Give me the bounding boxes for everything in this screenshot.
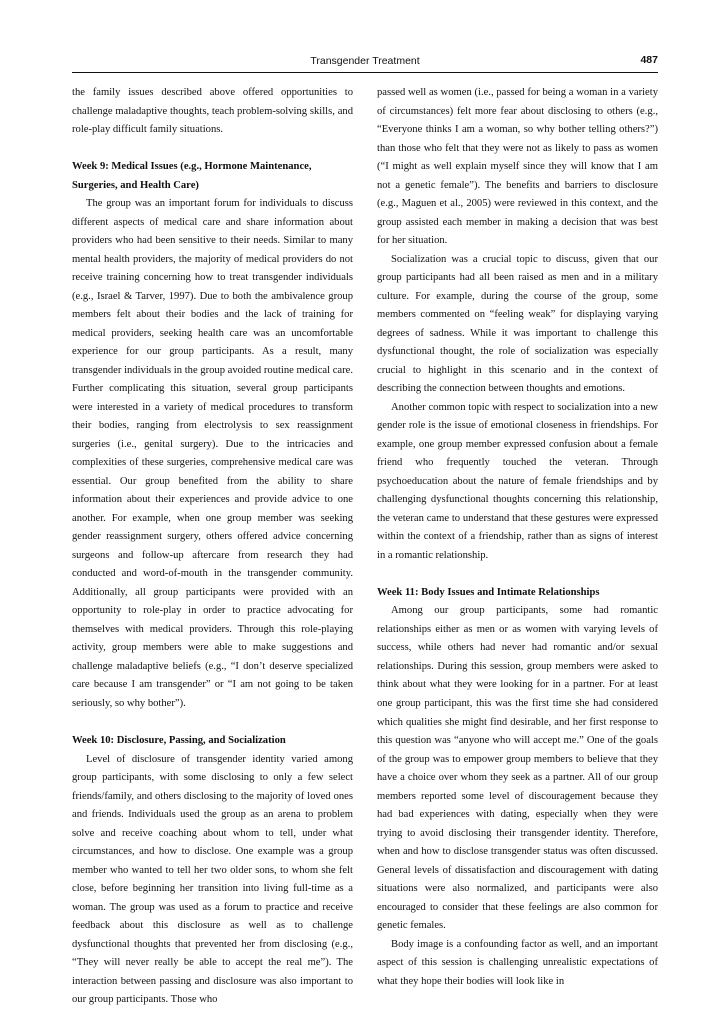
left-column [72, 84, 353, 1010]
week10-paragraph: Level of disclosure of transgender identity varied among group participants, with some disclosing to only a few select friends/family, and others disclosing to the majority of loved ones and friends. Individuals used the group as an arena to problem solve and receive coaching about whom to tell, under what circumstances, and how to disclose. One example was a group member who wanted to tell her two older sons, to whom she felt close, before beginning her transition into living full-time as a woman. The group was used as a forum to practice and receive feedback about this disclosure as well as to challenge dysfunctional thoughts that prevented her from disclosing (e.g., “They will never really be able to accept the real me”). The interaction between passing and disclosure was also important to our group participants. Those who [72, 753, 353, 1006]
running-title: Transgender Treatment [310, 55, 420, 67]
friendship-paragraph: Another common topic with respect to socialization into a new gender role is the issue of emotional closeness in friendships. For example, one group member expressed confusion about a female friend who frequently touched the veteran. Through psychoeducation about the nature of female friendships and by challenging dysfunctional thoughts concerning this relationship, the veteran came to understand that these gestures were expressed within the context of a friendship, rather than as signs of interest in a romantic relationship. [377, 401, 658, 561]
right-column [377, 84, 658, 991]
section-gap [72, 140, 353, 159]
week11-paragraph: Among our group participants, some had romantic relationships either as men or as women with varying levels of success, while others had never had romantic and/or sexual relationships. During this session, group members were asked to think about what they were looking for in a partner. For at least one group participant, this was the first time she had considered which qualities she might find desirable, and her first response to this question was “anyone who will accept me.” One of the goals of the group was to empower group members to believe that they have a choice over whom they seek as a partner. All of our group members reported some level of discouragement because they had bad experiences with dating, especially when they were trying to avoid disclosing their transgender identity. Therefore, when and how to disclose transgender status was often discussed. General levels of dissatisfaction and discouragement with dating situations were also normalized, and participants were also encouraged to consider that these feelings are also common for genetic females. [377, 605, 658, 932]
section-gap [377, 565, 658, 584]
socialization-paragraph: Socialization was a crucial topic to discuss, given that our group participants had all been raised as men and in a military culture. For example, during the course of the group, some members commented on “feeling weak” for displaying varying degrees of sadness. While it was important to challenge this dysfunctional thought, the role of socialization was especially crucial to highlight in this scenario and in the context of describing the connection between thoughts and emotions. [377, 253, 658, 395]
section-heading-week10: Week 10: Disclosure, Passing, and Socialization [72, 735, 286, 747]
section-heading-week11: Week 11: Body Issues and Intimate Relationships [377, 586, 600, 598]
running-head [72, 54, 658, 70]
week9-paragraph: The group was an important forum for individuals to discuss different aspects of medical care and share information about providers who had been sensitive to their needs. Similar to many mental health providers, the majority of medical providers do not receive training concerning how to treat transgender individuals (e.g., Israel & Tarver, 1997). Due to both the ambivalence group members felt about their bodies and the lack of training for medical providers, seeking health care was an uncomfortable experience for our group participants. As a result, many transgender individuals in the group avoided routine medical care. Further complicating this situation, several group participants were interested in a variety of medical procedures to transform their bodies, ranging from electrolysis to sex reassignment surgeries (i.e., genital surgery). Due to the intricacies and complexities of these surgeries, comprehensive medical care was essential. Our group benefited from the ability to share information about their experiences and provide advice to one another. For example, when one group member was seeking gender reassignment surgery, others offered advice concerning surgeons and follow-up aftercare from research they had conducted and word-of-mouth in the transgender community. Additionally, all group participants were provided with an opportunity to role-play in order to practice advocating for themselves with medical providers. Through this role-playing activity, group members were able to make suggestions and challenge maladaptive beliefs (e.g., “I don’t deserve specialized care because I am transgender” or “I am not going to be taken seriously, so why bother”). [72, 198, 353, 709]
section-heading-week9: Week 9: Medical Issues (e.g., Hormone Maintenance, Surgeries, and Health Care) [72, 161, 312, 191]
page-number: 487 [640, 54, 658, 66]
body-image-paragraph: Body image is a confounding factor as well, and an important aspect of this session is challenging unrealistic expectations of what they hope their bodies will look like in [377, 938, 658, 987]
header-rule [72, 72, 658, 73]
continued-paragraph: the family issues described above offered opportunities to challenge maladaptive thoughts, teach problem-solving skills, and role-play difficult family situations. [72, 87, 353, 136]
continued-paragraph: passed well as women (i.e., passed for being a woman in a variety of circumstances) felt more fear about disclosing to others (e.g., “Everyone thinks I am a woman, so why bother telling others?”) than those who felt that they were not as likely to pass as women (“I might as well explain myself since they will know that I am not a genetic female”). The benefits and barriers to disclosure (e.g., Maguen et al., 2005) were reviewed in this context, and the group assisted each member in making a decision that was best for her situation. [377, 87, 658, 247]
section-gap [72, 714, 353, 733]
